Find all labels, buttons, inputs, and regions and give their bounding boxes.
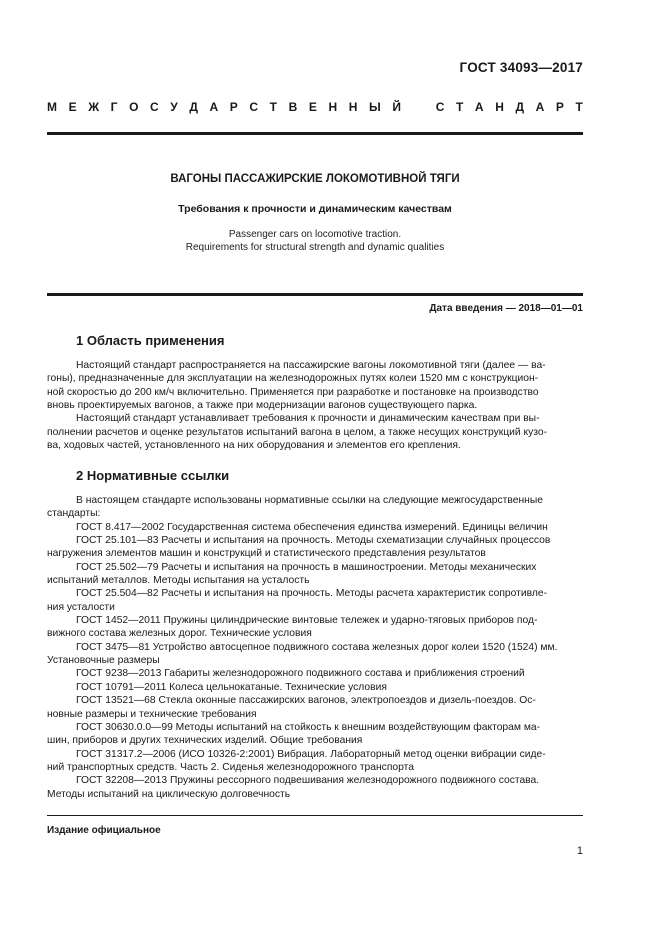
section-1-heading: 1 Область применения — [76, 333, 225, 348]
banner-letter: Д — [189, 100, 198, 114]
banner-letter: Й — [392, 100, 401, 114]
header-rule — [47, 132, 583, 135]
text-line: вновь проектируемых вагонов, а также при модернизации вагонов существующего парка. — [47, 400, 478, 412]
banner-letter: У — [170, 100, 178, 114]
banner-letter: Д — [515, 100, 525, 114]
banner-letter: Н — [328, 100, 338, 114]
banner-letter: М — [47, 100, 57, 114]
section-1-body — [47, 359, 583, 452]
reference-entry: ГОСТ 10791—2011 Колеса цельнокатаные. Технические условия — [76, 681, 387, 693]
banner-letter: А — [209, 100, 219, 114]
text-line: испытаний металлов. Методы испытания на усталость — [47, 575, 310, 587]
banner-letter: Т — [455, 100, 464, 114]
text-line: В настоящем стандарте использованы нормативные ссылки на следующие межгосударственные — [76, 495, 543, 506]
reference-entry: ГОСТ 8.417—2002 Государственная система обеспечения единства измерений. Единицы величин — [76, 521, 548, 533]
section-2-heading: 2 Нормативные ссылки — [76, 468, 230, 483]
banner-letter: С — [150, 100, 159, 114]
edition-label: Издание официальное — [47, 825, 161, 836]
text-line: Настоящий стандарт устанавливает требования к прочности и динамическим качествам при вы- — [76, 413, 540, 425]
banner-letter: Т — [575, 100, 583, 114]
title-rule — [47, 293, 583, 296]
text-line: ной скоростью до 200 км/ч включительно. Применяется при разработке и постановке на производство — [47, 386, 539, 398]
banner-letter: С — [435, 100, 445, 114]
banner-letter: Ж — [88, 100, 100, 114]
banner-letter: Е — [308, 100, 317, 114]
banner-letter: Р — [555, 100, 564, 114]
banner-letter: С — [249, 100, 259, 114]
text-line: вижного состава железных дорог. Технические условия — [47, 628, 312, 640]
english-title-line: Requirements for structural strength and dynamic qualities — [185, 242, 445, 253]
document-code: ГОСТ 34093—2017 — [459, 60, 583, 75]
banner-letter: А — [535, 100, 545, 114]
banner-letter: А — [474, 100, 484, 114]
english-title — [47, 228, 583, 254]
text-line: ния усталости — [47, 601, 115, 613]
document-title: ВАГОНЫ ПАССАЖИРСКИЕ ЛОКОМОТИВНОЙ ТЯГИ — [170, 173, 460, 185]
reference-entry: ГОСТ 30630.0.0—99 Методы испытаний на стойкость к внешним воздействующим факторам ма- — [76, 721, 541, 733]
footer-rule — [47, 815, 583, 816]
reference-entry: ГОСТ 25.502—79 Расчеты и испытания на прочность в машиностроении. Методы механических — [76, 561, 537, 573]
page-number: 1 — [576, 845, 583, 857]
reference-entry: ГОСТ 13521—68 Стекла оконные пассажирских вагонов, электропоездов и дизель-поездов. Ос- — [76, 695, 536, 707]
text-line: Настоящий стандарт распространяется на пассажирские вагоны локомотивной тяги (далее — ва- — [76, 360, 546, 371]
banner-letter: Т — [269, 100, 277, 114]
banner-letter: Р — [229, 100, 238, 114]
reference-entry: ГОСТ 9238—2013 Габариты железнодорожного подвижного состава и приближения строений — [76, 668, 525, 680]
document-subtitle: Требования к прочности и динамическим качествам — [178, 203, 452, 215]
banner-letter: Г — [110, 100, 118, 114]
standard-banner — [47, 99, 583, 115]
text-line: Методы испытаний на циклическую долговечность — [47, 788, 291, 800]
introduction-date: Дата введения — 2018—01—01 — [429, 303, 583, 314]
text-line: Установочные размеры — [47, 655, 160, 667]
reference-entry: ГОСТ 25.101—83 Расчеты и испытания на прочность. Методы схематизации случайных процессов — [76, 535, 551, 547]
text-line: полнении расчетов и оценке результатов испытаний вагона в целом, а также несущих конструкций кузо- — [47, 426, 548, 438]
reference-entry: ГОСТ 3475—81 Устройство автосцепное подвижного состава железных дорог колеи 1520 (1524) мм. — [76, 641, 558, 653]
text-line: новные размеры и технические требования — [47, 708, 257, 720]
reference-entry: ГОСТ 25.504—82 Расчеты и испытания на прочность. Методы расчета характеристик сопротивле- — [76, 588, 548, 600]
banner-letter: Н — [348, 100, 358, 114]
banner-letter: В — [288, 100, 298, 114]
text-line: нагружения элементов машин и конструкций и статистического представления результатов — [47, 548, 486, 560]
reference-entry: ГОСТ 1452—2011 Пружины цилиндрические винтовые тележек и ударно-тяговых приборов под- — [76, 615, 538, 627]
banner-letter: Е — [68, 100, 77, 114]
reference-entry: ГОСТ 32208—2013 Пружины рессорного подвешивания железнодорожного подвижного состава. — [76, 775, 540, 787]
reference-entry: ГОСТ 31317.2—2006 (ИСО 10326-2:2001) Вибрация. Лабораторный метод оценки вибрации сиде- — [76, 748, 546, 760]
banner-letter: Ы — [368, 100, 381, 114]
text-line: стандарты: — [47, 508, 101, 520]
english-title-line: Passenger cars on locomotive traction. — [228, 229, 402, 240]
banner-letter: О — [129, 100, 139, 114]
text-line: гоны), предназначенные для эксплуатации на железнодорожных путях колеи 1520 мм с конструкцион- — [47, 373, 539, 385]
text-line: шин, приборов и других технических изделий. Общие требования — [47, 735, 363, 747]
section-2-body — [47, 494, 583, 801]
banner-letter: Н — [495, 100, 504, 114]
text-line: ва, ходовых частей, установленного на них оборудования и элементов его крепления. — [47, 440, 461, 452]
text-line: ний транспортных средств. Часть 2. Сиденья железнодорожного транспорта — [47, 761, 414, 773]
